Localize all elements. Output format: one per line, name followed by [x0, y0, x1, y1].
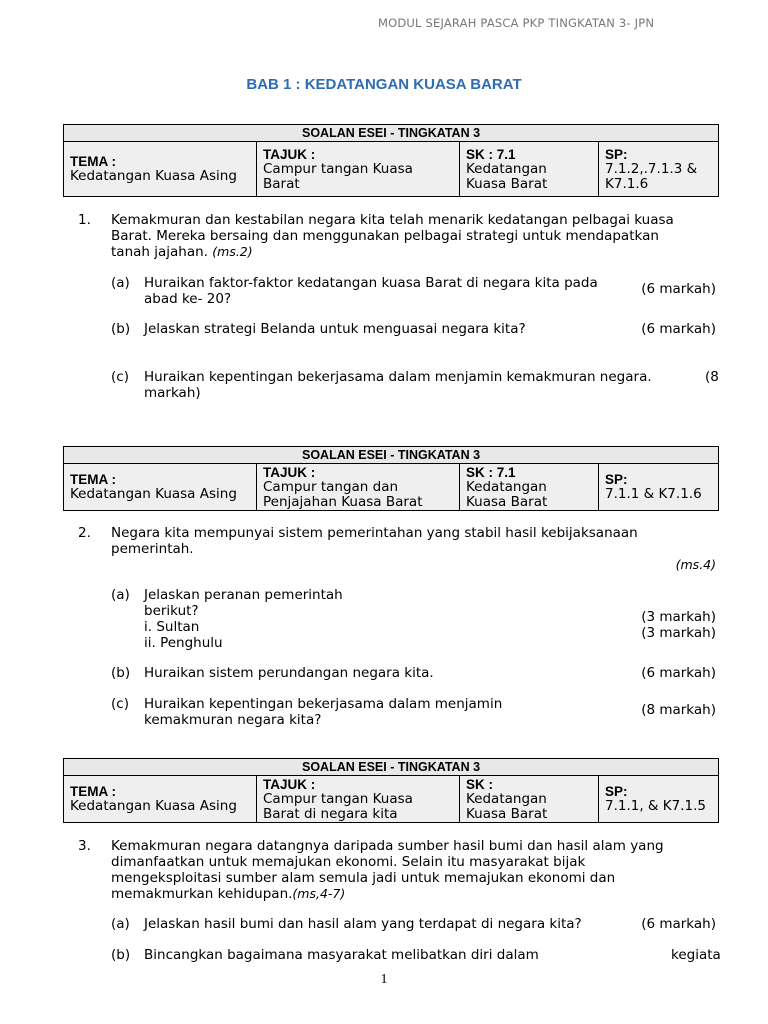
page-reference: (ms.4): [675, 557, 716, 572]
sk-cell: [460, 142, 599, 197]
tema-value: Kedatangan Kuasa Asing: [70, 168, 237, 184]
tema-value: Kedatangan Kuasa Asing: [70, 486, 237, 502]
sub-label: (a): [111, 587, 130, 603]
sp-cell: [599, 142, 719, 197]
module-header: MODUL SEJARAH PASCA PKP TINGKATAN 3- JPN: [378, 16, 655, 30]
sub-line: berikut?: [144, 603, 199, 619]
sk-label: SK : 7.1: [466, 464, 516, 480]
question-number: 3.: [78, 838, 91, 854]
sp-value: 7.1.1 & K7.1.6: [605, 486, 702, 502]
tajuk-value-2: Barat di negara kita: [263, 805, 398, 822]
question-2a: [144, 587, 343, 651]
tajuk-value: Campur tangan Kuasa: [263, 790, 413, 807]
sk-value: Kedatangan: [466, 478, 547, 495]
question-2b: Huraikan sistem perundangan negara kita.: [144, 665, 434, 681]
tema-cell: [64, 142, 257, 197]
stem-line: Kemakmuran dan kestabilan negara kita telah menarik kedatangan pelbagai kuasa: [111, 212, 674, 228]
question-3-stem: [111, 838, 664, 902]
sub-label: (a): [111, 916, 130, 932]
question-2-stem: [111, 525, 638, 557]
sk-value-2: Kuasa Barat: [466, 493, 548, 510]
sub-line: abad ke- 20?: [144, 291, 232, 307]
sk-cell: [460, 464, 599, 511]
sub-label: (a): [111, 275, 130, 291]
tajuk-value: Campur tangan Kuasa: [263, 160, 413, 177]
question-1b: Jelaskan strategi Belanda untuk menguasai negara kita?: [144, 321, 526, 337]
tajuk-cell: [257, 776, 460, 823]
marks-label: (3 markah): [641, 625, 716, 641]
info-table-3: [63, 758, 719, 823]
sub-label: (b): [111, 321, 131, 337]
stem-line: pemerintah.: [111, 541, 194, 557]
stem-line: Negara kita mempunyai sistem pemerintahan yang stabil hasil kebijaksanaan: [111, 525, 638, 541]
marks-label: (8 markah): [641, 702, 716, 718]
page-number: 1: [380, 972, 388, 987]
stem-line: mengeksploitasi sumber alam semula jadi untuk memajukan ekonomi dan: [111, 870, 616, 886]
question-2c: [144, 696, 502, 728]
tema-value: Kedatangan Kuasa Asing: [70, 798, 237, 814]
info-table-1: [63, 124, 719, 197]
question-1c: [144, 369, 652, 401]
sp-value: 7.1.2,.7.1.3 &: [605, 160, 698, 177]
sub-line: Huraikan faktor-faktor kedatangan kuasa Barat di negara kita pada: [144, 275, 598, 291]
question-3b: Bincangkan bagaimana masyarakat melibatkan diri dalam: [144, 947, 539, 963]
table-heading: SOALAN ESEI - TINGKATAN 3: [64, 759, 719, 776]
sp-label: SP:: [605, 146, 628, 162]
sk-value: Kedatangan: [466, 160, 547, 177]
marks-label: (8: [705, 369, 719, 385]
marks-label: (6 markah): [641, 916, 716, 932]
marks-label: (3 markah): [641, 609, 716, 625]
sp-label: SP:: [605, 472, 628, 487]
table-heading: SOALAN ESEI - TINGKATAN 3: [64, 447, 719, 464]
tema-cell: [64, 776, 257, 823]
sp-value: 7.1.1, & K7.1.5: [605, 798, 706, 814]
tajuk-value-2: Barat: [263, 175, 300, 192]
info-table-2: [63, 446, 719, 511]
chapter-title: BAB 1 : KEDATANGAN KUASA BARAT: [246, 76, 522, 93]
tema-label: TEMA :: [70, 472, 116, 487]
sub-label: (b): [111, 665, 131, 681]
page-reference: (ms.2): [212, 244, 253, 259]
page-reference: (ms,4-7): [292, 886, 346, 901]
sk-label: SK : 7.1: [466, 146, 516, 162]
question-3a: Jelaskan hasil bumi dan hasil alam yang terdapat di negara kita?: [144, 916, 582, 932]
sp-cell: [599, 776, 719, 823]
stem-line: [111, 886, 664, 902]
table-heading: SOALAN ESEI - TINGKATAN 3: [64, 125, 719, 142]
sub-line: Jelaskan peranan pemerintah: [144, 587, 343, 603]
tajuk-label: TAJUK :: [263, 776, 316, 792]
stem-text: memakmurkan kehidupan.: [111, 886, 293, 902]
tajuk-label: TAJUK :: [263, 146, 316, 162]
sub-line: Huraikan kepentingan bekerjasama dalam menjamin: [144, 696, 503, 712]
question-1a: [144, 275, 598, 307]
sk-label: SK :: [466, 776, 493, 792]
tajuk-label: TAJUK :: [263, 464, 316, 480]
sub-line: Huraikan kepentingan bekerjasama dalam menjamin kemakmuran negara.: [144, 369, 652, 385]
tajuk-cell: [257, 142, 460, 197]
tema-label: TEMA :: [70, 784, 116, 799]
continued-text: kegiata: [671, 947, 721, 963]
tema-label: TEMA :: [70, 154, 116, 169]
tema-cell: [64, 464, 257, 511]
sk-value-2: Kuasa Barat: [466, 175, 548, 192]
sk-value-2: Kuasa Barat: [466, 805, 548, 822]
sp-value-2: K7.1.6: [605, 175, 649, 192]
sk-value: Kedatangan: [466, 790, 547, 807]
sub-label: (b): [111, 947, 131, 963]
tajuk-value-2: Penjajahan Kuasa Barat: [263, 493, 423, 510]
sp-cell: [599, 464, 719, 511]
sub-line: markah): [144, 385, 201, 401]
question-number: 2.: [78, 525, 91, 541]
tajuk-cell: [257, 464, 460, 511]
marks-label: (6 markah): [641, 321, 716, 337]
sp-label: SP:: [605, 784, 628, 799]
question-number: 1.: [78, 212, 91, 228]
stem-line: dimanfaatkan untuk memajukan ekonomi. Selain itu masyarakat bijak: [111, 854, 586, 870]
stem-text: tanah jajahan.: [111, 244, 208, 260]
marks-label: (6 markah): [641, 665, 716, 681]
sub-label: (c): [111, 369, 129, 385]
marks-label: (6 markah): [641, 281, 716, 297]
sub-item: ii. Penghulu: [144, 635, 223, 651]
tajuk-value: Campur tangan dan: [263, 478, 399, 495]
sub-line: kemakmuran negara kita?: [144, 712, 322, 728]
stem-line: Barat. Mereka bersaing dan menggunakan pelbagai strategi untuk mendapatkan: [111, 228, 659, 244]
stem-line: [111, 244, 674, 260]
sub-label: (c): [111, 696, 129, 712]
stem-line: Kemakmuran negara datangnya daripada sumber hasil bumi dan hasil alam yang: [111, 838, 664, 854]
question-1-stem: [111, 212, 674, 260]
sub-item: i. Sultan: [144, 619, 200, 635]
sk-cell: [460, 776, 599, 823]
